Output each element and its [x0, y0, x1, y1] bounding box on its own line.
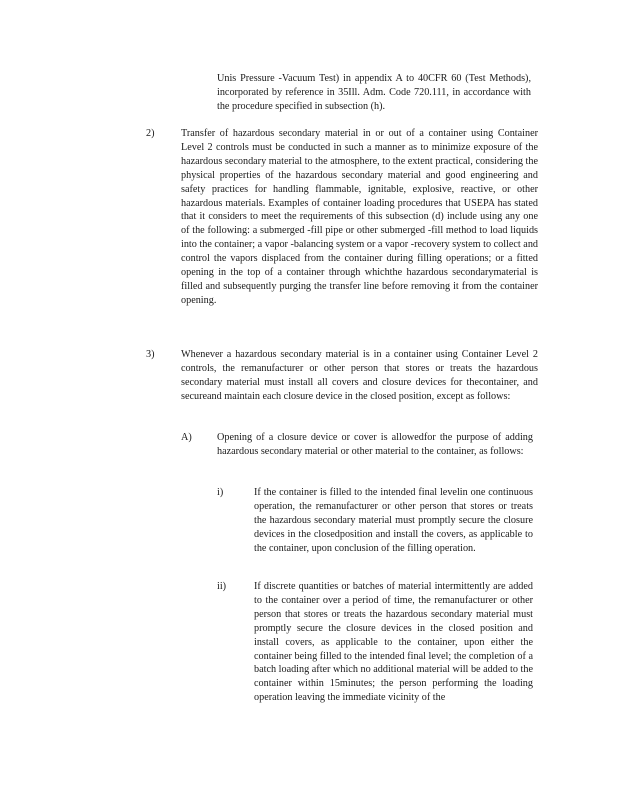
item-a-marker: A) — [181, 432, 192, 443]
item-2-marker: 2) — [146, 128, 155, 139]
item-3-paragraph: Whenever a hazardous secondary material is in a container using Container Level 2 controls, the remanufacturer or other person that stores or treats the hazardous secondary material must install all covers and closure devices for thecontainer, and secureand maintain each closure device in the closed position, except as follows: — [181, 349, 538, 402]
item-i-paragraph: If the container is filled to the intended final levelin one continuous operation, the remanufacturer or other person that stores or treats the hazardous secondary material must promptly secure the closure devices in the closedposition and install the covers, as applicable to the container, upon conclusion of the filling operation. — [254, 487, 533, 554]
item-ii-marker: ii) — [217, 581, 227, 592]
item-a-paragraph: Opening of a closure device or cover is allowedfor the purpose of adding hazardous secondary material or other material to the container, as follows: — [217, 432, 533, 457]
item-3-marker: 3) — [146, 349, 155, 360]
item-i-marker: i) — [217, 487, 224, 498]
continuation-paragraph: Unis Pressure -Vacuum Test) in appendix A to 40CFR 60 (Test Methods), incorporated by reference in 35Ill. Adm. Code 720.111, in accordance with the procedure specified in subsection (h). — [217, 73, 531, 112]
item-ii-paragraph: If discrete quantities or batches of material intermittently are added to the container over a period of time, the remanufacturer or other person that stores or treats the hazardous secondary material must promptly secure the closure devices in the closed position and install covers, as applicable to the container, upon either the container being filled to the intended final level; the completion of a batch loading after which no additional material will be added to the container within 15minutes; the person performing the loading operation leaving the immediate vicinity of the — [254, 581, 533, 704]
item-2-paragraph: Transfer of hazardous secondary material in or out of a container using Container Level 2 controls must be conducted in such a manner as to minimize exposure of the hazardous secondary material to the atmosphere, to the extent practical, considering the physical properties of the hazardous secondary material and good engineering and safety practices for handling flammable, ignitable, explosive, reactive, or other hazardous materials. Examples of container loading procedures that USEPA has stated that it considers to meet the requirements of this subsection (d) include using any one of the following: a submerged -fill pipe or other submerged -fill method to load liquids into the container; a vapor -balancing system or a vapor -recovery system to collect and control the vapors displaced from the container during filling operations; or a fitted opening in the top of a container through whichthe hazardous secondarymaterial is filled and subsequently purging the transfer line before removing it from the container opening. — [181, 128, 539, 306]
